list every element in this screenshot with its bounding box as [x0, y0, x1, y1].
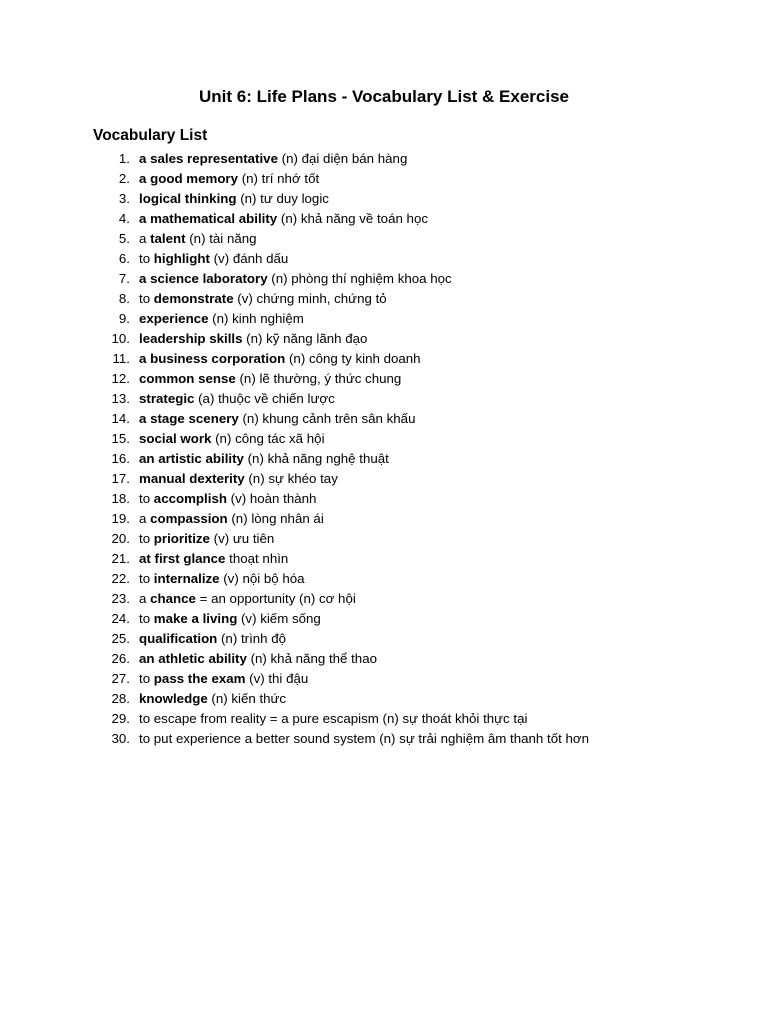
list-item-text — [139, 149, 407, 169]
list-item-number: 18. — [111, 491, 130, 506]
list-item-number: 11. — [112, 351, 130, 366]
vocabulary-term: chance — [150, 591, 196, 606]
vocabulary-term: compassion — [150, 511, 228, 526]
term-definition: (n) khung cảnh trên sân khấu — [238, 411, 416, 426]
list-item-number: 26. — [111, 651, 130, 666]
term-definition: (v) hoàn thành — [226, 491, 317, 506]
term-definition: (n) công tác xã hội — [211, 431, 325, 446]
list-item-number: 27. — [111, 671, 130, 686]
term-definition: (n) phòng thí nghiệm khoa học — [267, 271, 452, 286]
list-item-text — [139, 569, 305, 589]
term-definition: (n) khả năng nghệ thuật — [243, 451, 389, 466]
list-item-text — [139, 189, 329, 209]
vocabulary-term: talent — [150, 231, 186, 246]
list-item-text — [139, 509, 324, 529]
vocabulary-term: leadership skills — [139, 331, 243, 346]
vocabulary-term: a stage scenery — [139, 411, 239, 426]
list-item-text — [139, 389, 335, 409]
list-item-text — [139, 729, 589, 749]
vocabulary-term: accomplish — [153, 491, 227, 506]
vocabulary-term: a good memory — [139, 171, 239, 186]
term-prefix: to — [139, 671, 154, 686]
list-item-number: 14. — [111, 411, 130, 426]
list-item-text — [139, 309, 304, 329]
term-prefix: to — [139, 291, 154, 306]
list-item-text — [139, 229, 257, 249]
list-item-text — [139, 689, 286, 709]
list-item-text — [139, 169, 319, 189]
vocabulary-term: prioritize — [153, 531, 210, 546]
list-item-number: 12. — [111, 371, 130, 386]
vocabulary-term: a sales representative — [139, 151, 278, 166]
vocabulary-term: manual dexterity — [139, 471, 245, 486]
list-item-text — [139, 449, 389, 469]
term-prefix: a — [139, 591, 151, 606]
vocabulary-term: pass the exam — [153, 671, 246, 686]
vocabulary-term: a business corporation — [139, 351, 286, 366]
vocabulary-term: social work — [139, 431, 212, 446]
list-item-number: 2. — [118, 171, 130, 186]
vocabulary-term: make a living — [153, 611, 238, 626]
list-item-number: 8. — [118, 291, 130, 306]
term-definition: (v) kiếm sống — [237, 611, 321, 626]
list-item-text — [139, 269, 452, 289]
term-definition: (v) thi đậu — [245, 671, 309, 686]
term-prefix: to — [139, 571, 154, 586]
term-definition: (n) lòng nhân ái — [227, 511, 324, 526]
term-definition: (a) thuộc về chiến lược — [194, 391, 335, 406]
list-item-text — [139, 489, 316, 509]
term-definition: (n) sự khéo tay — [244, 471, 338, 486]
term-prefix: to put experience a better sound system (n) sự trải nghiệm âm thanh tốt hơn — [139, 731, 590, 746]
term-prefix: a — [139, 231, 151, 246]
list-item-number: 28. — [111, 691, 130, 706]
vocabulary-term: qualification — [139, 631, 218, 646]
list-item-text — [139, 529, 274, 549]
term-definition: (n) lẽ thường, ý thức chung — [235, 371, 402, 386]
term-definition: (n) trình độ — [217, 631, 287, 646]
list-item-number: 4. — [118, 211, 130, 226]
term-prefix: a — [139, 511, 151, 526]
term-definition: (n) khả năng về toán học — [277, 211, 429, 226]
term-prefix: to — [139, 611, 154, 626]
vocabulary-term: logical thinking — [139, 191, 237, 206]
term-prefix: to escape from reality = a pure escapism (n) sự thoát khỏi thực tại — [139, 711, 528, 726]
term-prefix: to — [139, 491, 154, 506]
list-item-number: 19. — [111, 511, 130, 526]
vocabulary-term: strategic — [139, 391, 195, 406]
term-definition: (n) kinh nghiệm — [208, 311, 304, 326]
list-item-text — [139, 289, 387, 309]
vocabulary-term: an artistic ability — [139, 451, 244, 466]
term-definition: (v) chứng minh, chứng tỏ — [233, 291, 387, 306]
list-item-text — [139, 209, 428, 229]
list-item-number: 7. — [118, 271, 130, 286]
list-item-number: 24. — [111, 611, 130, 626]
list-item-text — [139, 369, 401, 389]
list-item-text — [139, 409, 415, 429]
list-item-number: 30. — [111, 731, 130, 746]
list-item-text — [139, 629, 286, 649]
list-item-number: 23. — [111, 591, 130, 606]
term-definition: = an opportunity (n) cơ hội — [195, 591, 356, 606]
list-item-number: 13. — [111, 391, 130, 406]
list-item-number: 21. — [111, 551, 130, 566]
term-definition: (n) kỹ năng lãnh đạo — [242, 331, 368, 346]
list-item-number: 25. — [111, 631, 130, 646]
term-definition: (v) nội bộ hóa — [219, 571, 305, 586]
term-definition: (n) công ty kinh doanh — [285, 351, 421, 366]
list-item-text — [139, 549, 288, 569]
term-definition: (v) đánh dấu — [209, 251, 289, 266]
term-prefix: to — [139, 531, 154, 546]
term-definition: (n) đại diện bán hàng — [277, 151, 408, 166]
list-item-number: 6. — [118, 251, 130, 266]
list-item-number: 16. — [111, 451, 130, 466]
term-prefix: to — [139, 251, 154, 266]
list-item-text — [139, 469, 338, 489]
list-item-text — [139, 349, 421, 369]
list-item-number: 5. — [118, 231, 130, 246]
list-item-number: 15. — [111, 431, 130, 446]
term-definition: thoạt nhìn — [225, 551, 289, 566]
list-item-text — [139, 649, 377, 669]
list-item-number: 29. — [111, 711, 130, 726]
list-item-number: 22. — [111, 571, 130, 586]
term-definition: (n) khả năng thể thao — [246, 651, 377, 666]
vocabulary-term: highlight — [153, 251, 210, 266]
list-item-text — [139, 429, 325, 449]
vocabulary-term: a science laboratory — [139, 271, 268, 286]
vocabulary-term: experience — [139, 311, 209, 326]
vocabulary-term: demonstrate — [153, 291, 234, 306]
list-item-text — [139, 669, 308, 689]
page-title: Unit 6: Life Plans - Vocabulary List & Exercise — [198, 87, 570, 106]
term-definition: (n) kiến thức — [207, 691, 287, 706]
vocabulary-term: knowledge — [139, 691, 208, 706]
list-item-number: 17. — [111, 471, 130, 486]
list-item-number: 9. — [118, 311, 130, 326]
list-item-number: 1. — [118, 151, 130, 166]
list-item-text — [139, 589, 356, 609]
term-definition: (n) tư duy logic — [236, 191, 329, 206]
list-item-number: 10. — [111, 331, 130, 346]
vocabulary-term: common sense — [139, 371, 236, 386]
vocabulary-term: an athletic ability — [139, 651, 247, 666]
term-definition: (v) ưu tiên — [209, 531, 275, 546]
list-item-text — [139, 709, 527, 729]
list-item-number: 20. — [111, 531, 130, 546]
list-item-text — [139, 249, 288, 269]
list-item-number: 3. — [118, 191, 130, 206]
section-heading: Vocabulary List — [93, 127, 208, 144]
vocabulary-term: at first glance — [139, 551, 226, 566]
vocabulary-term: internalize — [153, 571, 220, 586]
term-definition: (n) tài năng — [185, 231, 257, 246]
list-item-text — [139, 329, 367, 349]
term-definition: (n) trí nhớ tốt — [238, 171, 320, 186]
list-item-text — [139, 609, 321, 629]
vocabulary-term: a mathematical ability — [139, 211, 278, 226]
